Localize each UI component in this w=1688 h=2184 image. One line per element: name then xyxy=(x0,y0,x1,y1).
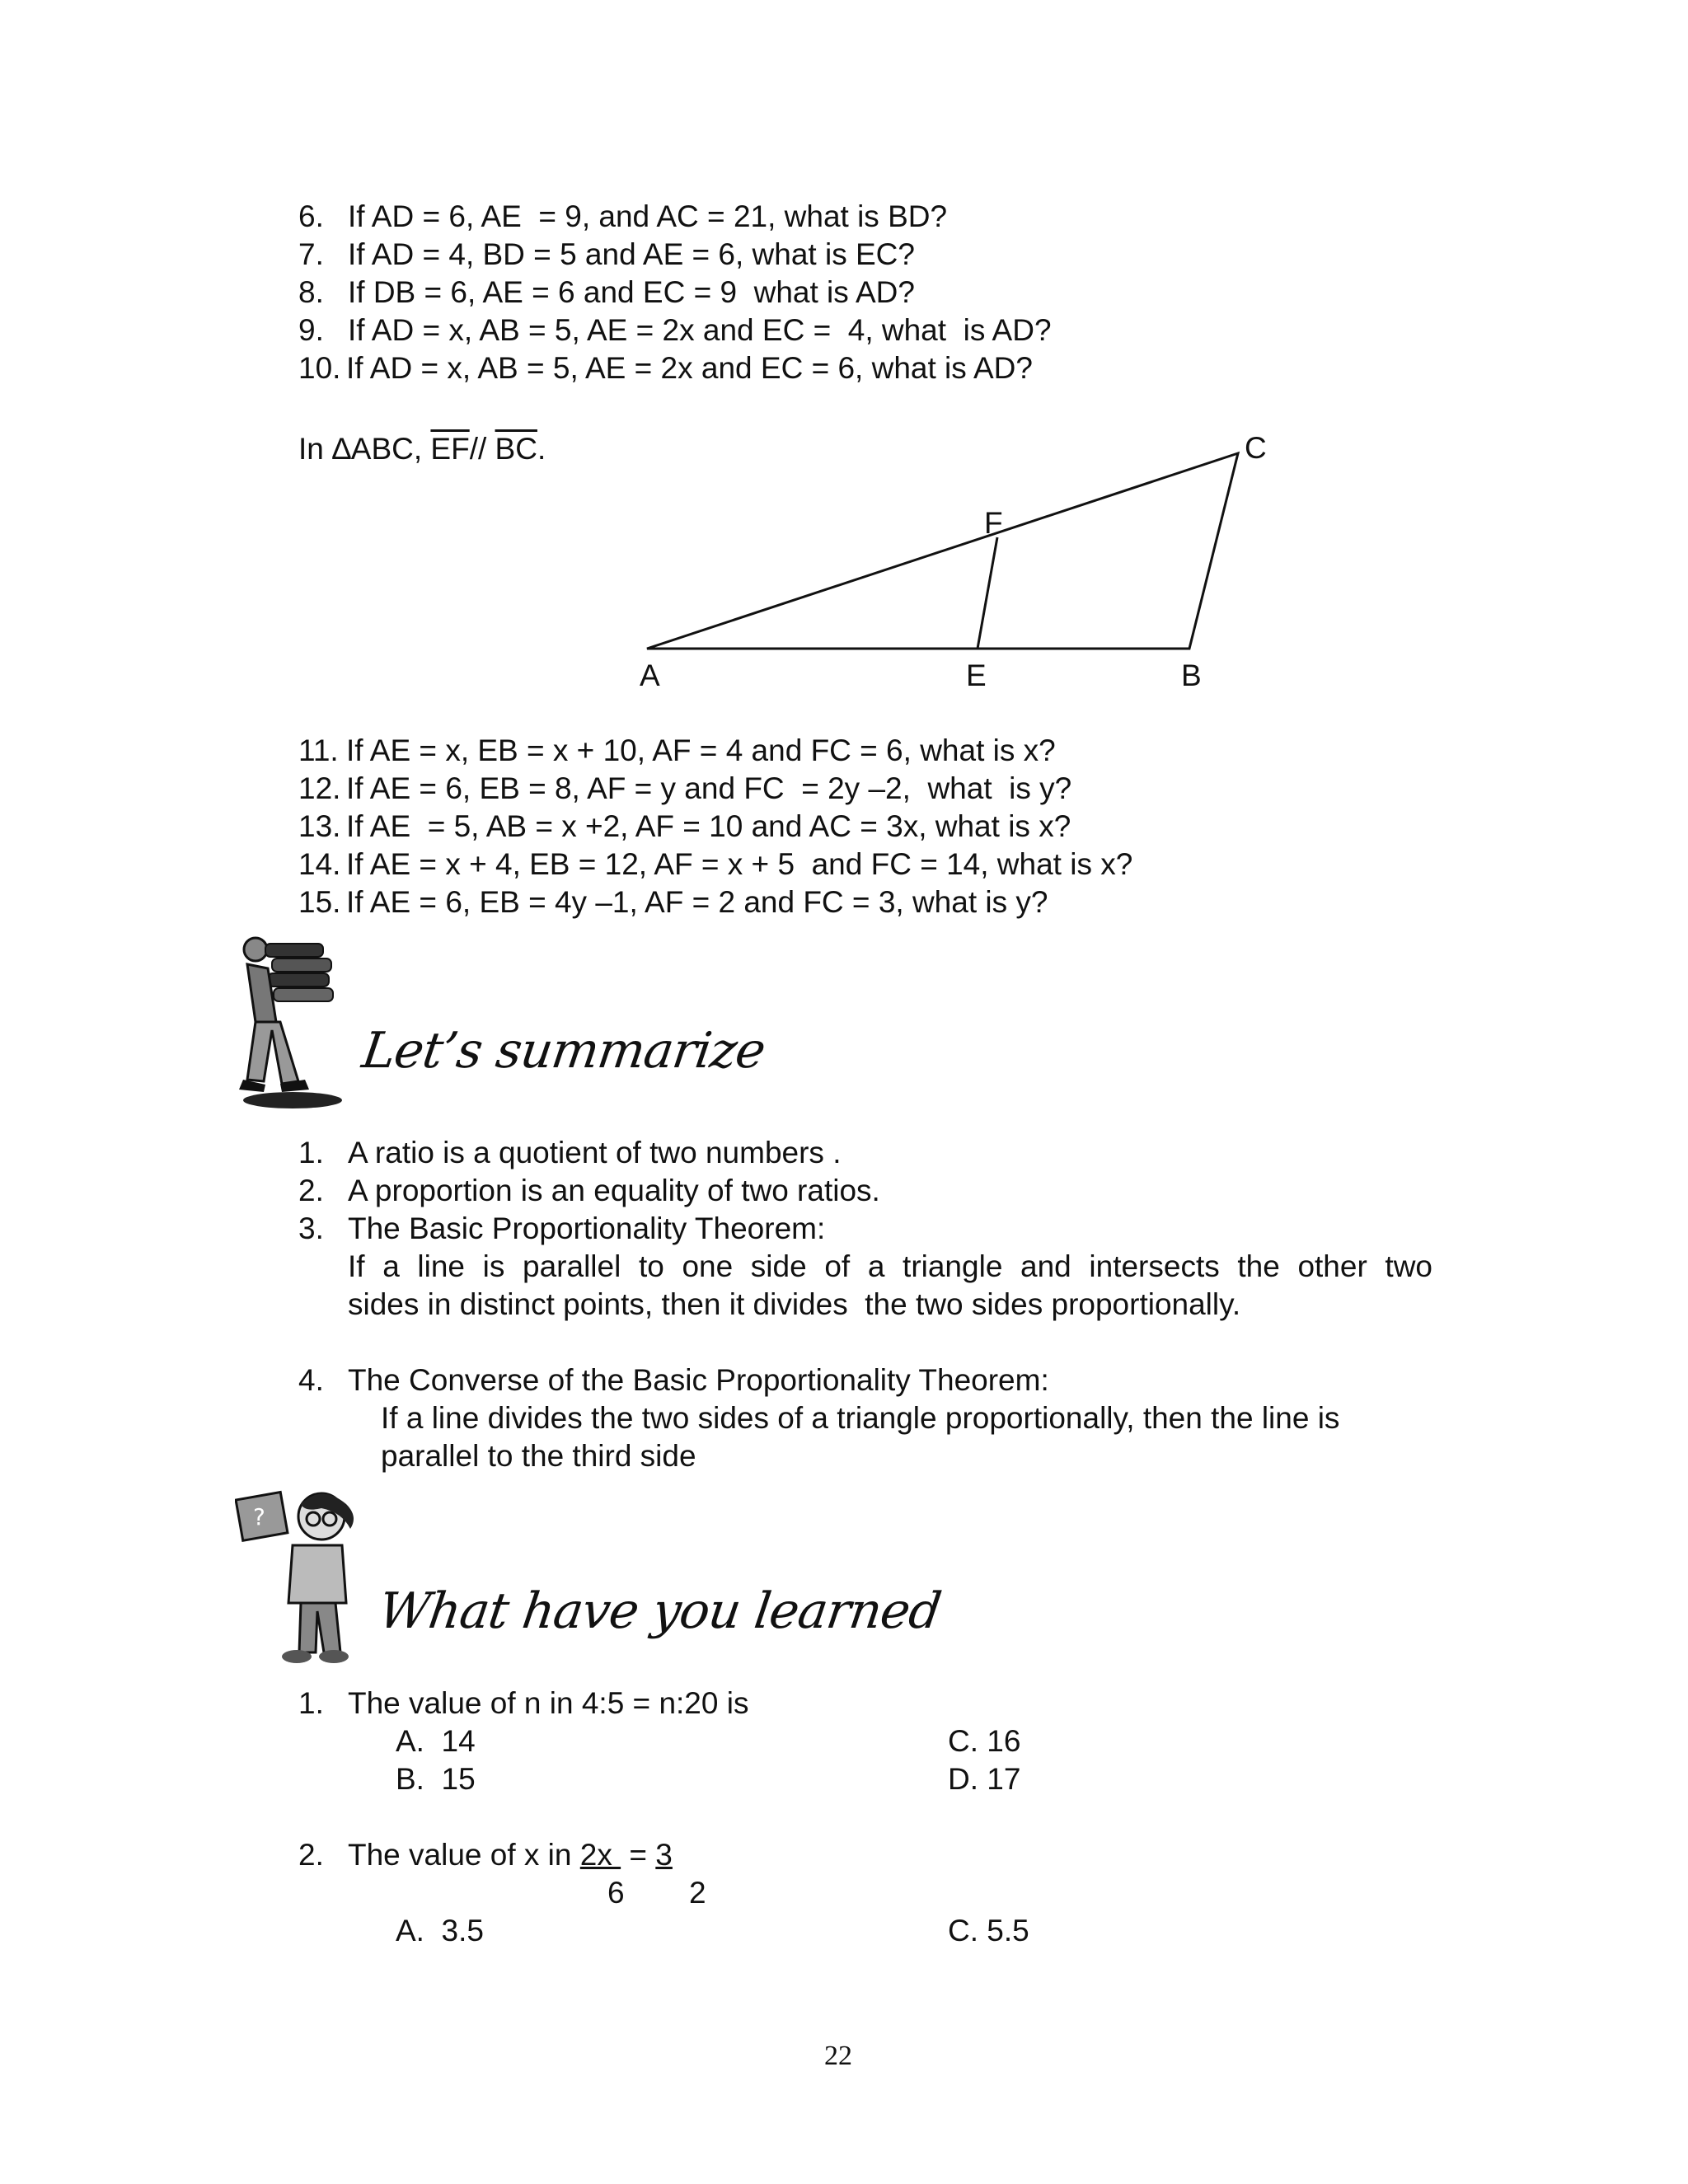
summarize-heading: Let’s summarize xyxy=(359,1022,769,1080)
exercise-text: If AE = 5, AB = x +2, AF = 10 and AC = 3x, what is x? xyxy=(346,809,1071,843)
summary-item-1 xyxy=(298,1134,842,1172)
fraction-left-denominator: 6 xyxy=(607,1876,625,1910)
exercise-11 xyxy=(298,732,1056,770)
exercise-text: If AD = 4, BD = 5 and AE = 6, what is EC? xyxy=(348,237,915,271)
q1-option-a: A. 14 xyxy=(396,1724,476,1758)
q1-option-d: D. 17 xyxy=(948,1762,1021,1796)
exercise-text: If AD = x, AB = 5, AE = 2x and EC = 4, what is AD? xyxy=(348,313,1052,347)
converse-line-1: If a line divides the two sides of a triangle proportionally, then the line is xyxy=(381,1401,1340,1435)
statement-prefix: In ∆ABC, xyxy=(298,432,431,466)
theorem-line-2: sides in distinct points, then it divides the two sides proportionally. xyxy=(348,1287,1241,1321)
question-1 xyxy=(298,1685,748,1722)
exercise-number: 9. xyxy=(298,313,324,347)
segment-bc: $\overline{BC}$ xyxy=(495,432,537,466)
fraction-left-numerator: 2x xyxy=(579,1838,621,1872)
label-f: F xyxy=(984,506,1003,540)
exercise-number: 11. xyxy=(298,733,339,767)
summary-number: 2. xyxy=(298,1174,324,1207)
exercise-number: 12. xyxy=(298,771,341,805)
converse-line-2: parallel to the third side xyxy=(381,1439,696,1473)
summary-number: 4. xyxy=(298,1363,324,1397)
summary-item-3 xyxy=(298,1210,825,1248)
label-c: C xyxy=(1245,431,1267,465)
exercise-text: If AE = 6, EB = 8, AF = y and FC = 2y –2, what is y? xyxy=(346,771,1072,805)
q2-option-a: A. 3.5 xyxy=(396,1914,484,1947)
question-number: 1. xyxy=(298,1686,324,1720)
exercise-text: If AD = x, AB = 5, AE = 2x and EC = 6, what is AD? xyxy=(346,351,1033,385)
learned-heading: What have you learned xyxy=(375,1582,945,1640)
fraction-right-numerator: 3 xyxy=(655,1838,673,1872)
exercise-text: If DB = 6, AE = 6 and EC = 9 what is AD? xyxy=(348,275,915,309)
label-a: A xyxy=(640,658,660,692)
summary-text: A proportion is an equality of two ratios. xyxy=(348,1174,880,1207)
summary-number: 3. xyxy=(298,1212,324,1245)
label-e: E xyxy=(966,658,987,692)
exercise-13 xyxy=(298,808,1071,846)
theorem-line-1: If a line is parallel to one side of a triangle and intersects the other two xyxy=(348,1249,1432,1283)
statement-suffix: . xyxy=(537,432,546,466)
exercise-number: 15. xyxy=(298,885,341,919)
equals-sign: = xyxy=(621,1838,656,1872)
exercise-text: If AE = 6, EB = 4y –1, AF = 2 and FC = 3, what is y? xyxy=(346,885,1048,919)
exercise-14 xyxy=(298,846,1132,883)
q1-option-b: B. 15 xyxy=(396,1762,476,1796)
parallel-symbol: // xyxy=(469,432,495,466)
question-2 xyxy=(298,1836,673,1874)
exercise-number: 13. xyxy=(298,809,341,843)
exercise-text: If AE = x + 4, EB = 12, AF = x + 5 and FC = 14, what is x? xyxy=(346,847,1133,881)
question-text: The value of x in xyxy=(348,1838,580,1872)
exercise-number: 10. xyxy=(298,351,341,385)
book-carrier-icon xyxy=(231,931,379,1113)
exercise-number: 6. xyxy=(298,199,324,233)
q1-option-c: C. 16 xyxy=(948,1724,1021,1758)
exercise-number: 8. xyxy=(298,275,324,309)
summary-text: A ratio is a quotient of two numbers . xyxy=(348,1136,842,1169)
summary-number: 1. xyxy=(298,1136,324,1169)
page-number: 22 xyxy=(824,2041,852,2071)
exercise-number: 14. xyxy=(298,847,341,881)
fraction-right-denominator: 2 xyxy=(689,1876,706,1910)
summary-item-2 xyxy=(298,1172,880,1210)
summary-text: The Basic Proportionality Theorem: xyxy=(348,1212,826,1245)
summary-text: The Converse of the Basic Proportionality Theorem: xyxy=(348,1363,1049,1397)
summary-item-4 xyxy=(298,1361,1049,1399)
girl-with-box-icon xyxy=(235,1479,375,1669)
label-b: B xyxy=(1181,658,1202,692)
exercise-15 xyxy=(298,883,1048,921)
segment-ef: $\overline{EF}$ xyxy=(430,432,470,466)
exercise-text: If AE = x, EB = x + 10, AF = 4 and FC = 6, what is x? xyxy=(346,733,1056,767)
exercise-number: 7. xyxy=(298,237,324,271)
q2-option-c: C. 5.5 xyxy=(948,1914,1029,1947)
triangle-abc xyxy=(647,453,1238,649)
question-number: 2. xyxy=(298,1838,324,1872)
exercise-12 xyxy=(298,770,1071,808)
exercise-text: If AD = 6, AE = 9, and AC = 21, what is BD? xyxy=(348,199,948,233)
question-text: The value of n in 4:5 = n:20 is xyxy=(348,1686,749,1720)
segment-ef-line xyxy=(978,537,997,649)
svg-text:?: ? xyxy=(253,1503,265,1530)
